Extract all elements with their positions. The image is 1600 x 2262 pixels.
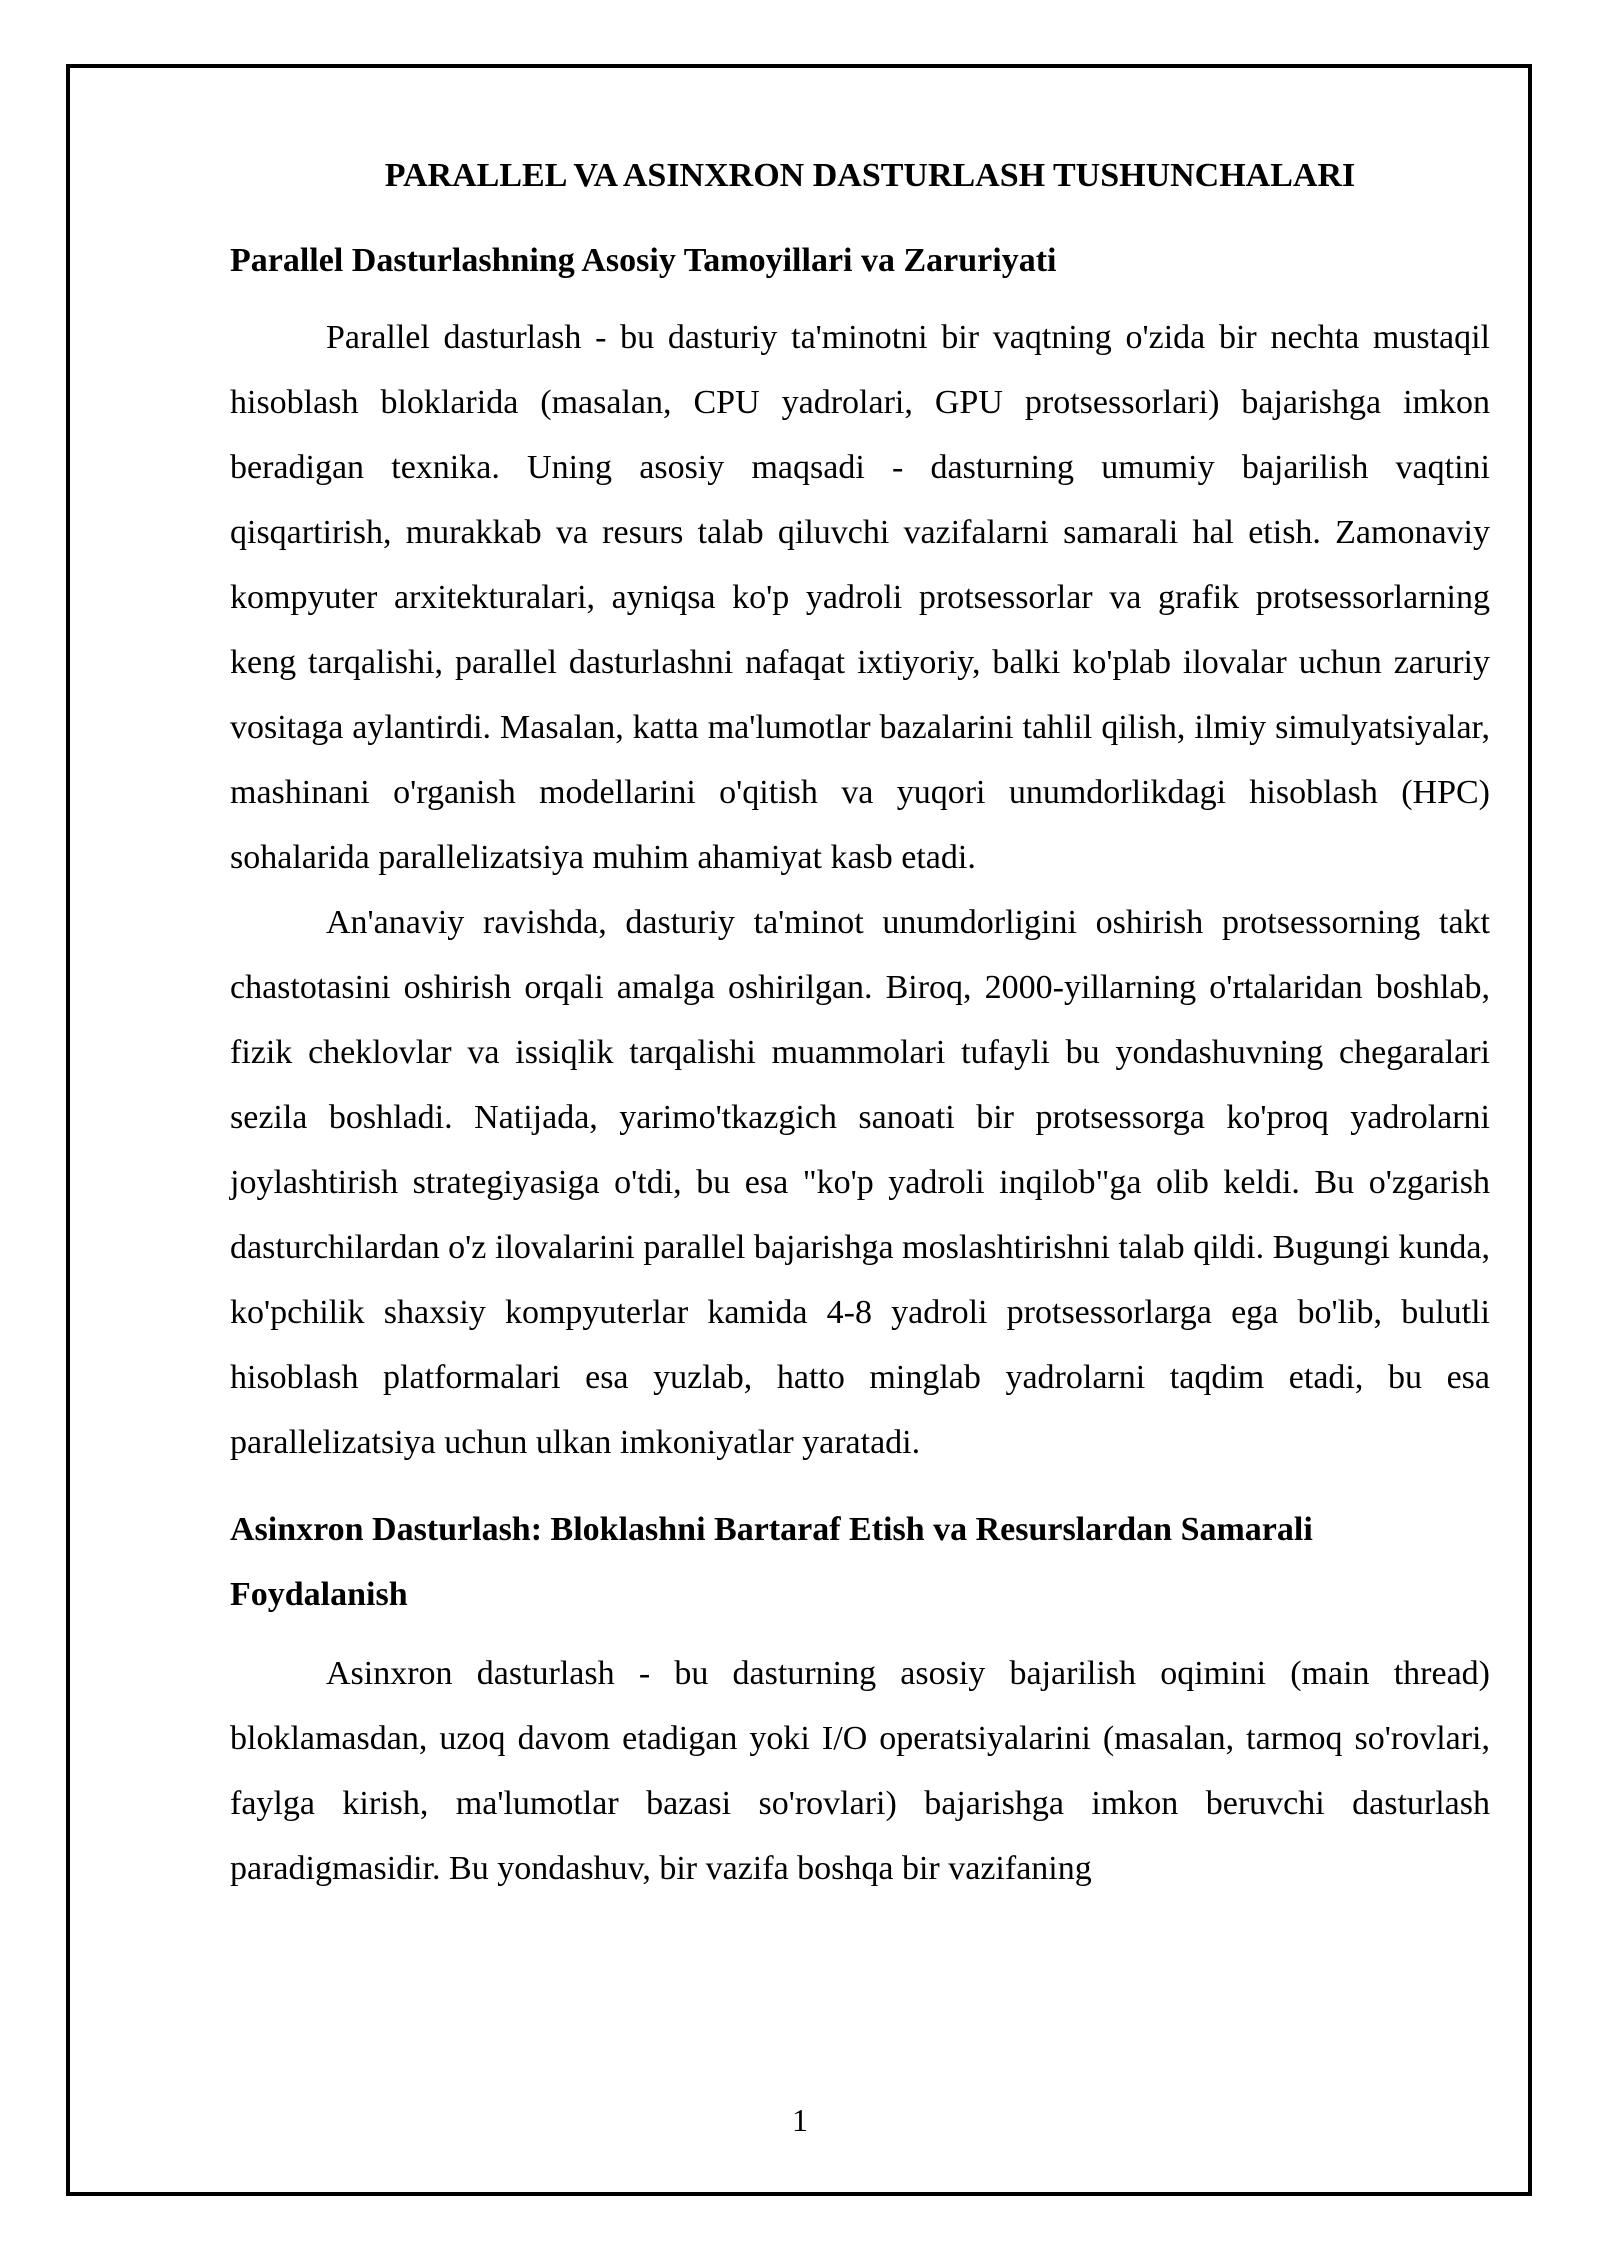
document-title: PARALLEL VA ASINXRON DASTURLASH TUSHUNCHALARI xyxy=(384,157,1356,194)
page-number: 1 xyxy=(792,2102,808,2138)
paragraph: An'anaviy ravishda, dasturiy ta'minot unumdorligini oshirish protsessorning takt chastotasini oshirish orqali amalga oshirilgan. Biroq, 2000-yillarning o'rtalaridan boshlab, fizik cheklovlar va issiqlik tarqalishi muammolari tufayli bu yondashuvning chegaralari sezila boshladi. Natijada, yarimo'tkazgich sanoati bir protsessorga ko'proq yadrolarni joylashtirish strategiyasiga o'tdi, bu esa "ko'p yadroli inqilob"ga olib keldi. Bu o'zgarish dasturchilardan o'z ilovalarini parallel bajarishga moslashtirishni talab qildi. Bugungi kunda, ko'pchilik shaxsiy kompyuterlar kamida 4-8 yadroli protsessorlarga ega bo'lib, bulutli hisoblash platformalari esa yuzlab, hatto minglab yadrolarni taqdim etadi, bu esa parallelizatsiya uchun ulkan imkoniyatlar yaratadi. xyxy=(230,904,1490,1461)
section-heading-async: Asinxron Dasturlash: Bloklashni Bartaraf Etish va Resurslardan Samarali Foydalanish xyxy=(230,1511,1313,1613)
section-heading-parallel: Parallel Dasturlashning Asosiy Tamoyillari va Zaruriyati xyxy=(230,242,1057,279)
paragraph: Parallel dasturlash - bu dasturiy ta'minotni bir vaqtning o'zida bir nechta mustaqil hisoblash bloklarida (masalan, CPU yadrolari, GPU protsessorlari) bajarishga imkon beradigan texnika. Uning asosiy maqsadi - dasturning umumiy bajarilish vaqtini qisqartirish, murakkab va resurs talab qiluvchi vazifalarni samarali hal etish. Zamonaviy kompyuter arxitekturalari, ayniqsa ko'p yadroli protsessorlar va grafik protsessorlarning keng tarqalishi, parallel dasturlashni nafaqat ixtiyoriy, balki ko'plab ilovalar uchun zaruriy vositaga aylantirdi. Masalan, katta ma'lumotlar bazalarini tahlil qilish, ilmiy simulyatsiyalar, mashinani o'rganish modellarini o'qitish va yuqori unumdorlikdagi hisoblash (HPC) sohalarida parallelizatsiya muhim ahamiyat kasb etadi. xyxy=(230,319,1490,876)
document-body xyxy=(230,150,1490,1901)
paragraph: Asinxron dasturlash - bu dasturning asosiy bajarilish oqimini (main thread) bloklamasdan, uzoq davom etadigan yoki I/O operatsiyalarini (masalan, tarmoq so'rovlari, faylga kirish, ma'lumotlar bazasi so'rovlari) bajarishga imkon beruvchi dasturlash paradigmasidir. Bu yondashuv, bir vazifa boshqa bir vazifaning xyxy=(230,1655,1490,1887)
